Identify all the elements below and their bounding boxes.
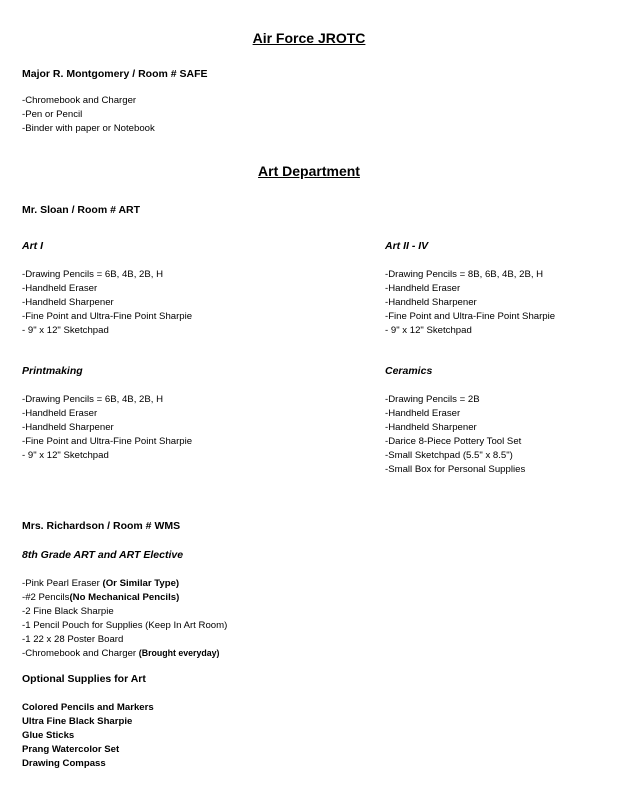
list-item: -Handheld Sharpener — [22, 296, 114, 308]
art2-title: Art II - IV — [385, 240, 429, 252]
ceramics-title: Ceramics — [385, 365, 433, 377]
list-item: -1 22 x 28 Poster Board — [22, 633, 124, 645]
list-item: Colored Pencils and Markers — [22, 702, 154, 713]
wms-supply-list — [22, 577, 227, 660]
list-item: -Handheld Eraser — [385, 407, 461, 419]
optional-supply-list — [22, 701, 154, 771]
list-item: -Chromebook and Charger — [22, 95, 137, 106]
list-item: -Pink Pearl Eraser (Or Similar Type) — [22, 578, 180, 589]
list-item: -Darice 8-Piece Pottery Tool Set — [385, 435, 522, 447]
list-item: -Handheld Eraser — [22, 407, 98, 419]
art1-title: Art I — [22, 240, 43, 252]
list-item: Prang Watercolor Set — [22, 743, 120, 755]
list-item: -Fine Point and Ultra-Fine Point Sharpie — [22, 435, 193, 447]
art-teacher: Mr. Sloan / Room # ART — [22, 204, 141, 216]
list-item: -Drawing Pencils = 6B, 4B, 2B, H — [22, 394, 164, 405]
list-item: -Handheld Sharpener — [22, 421, 114, 433]
list-item: -Drawing Pencils = 2B — [385, 394, 480, 405]
list-item: -Handheld Eraser — [22, 282, 98, 294]
printmaking-title: Printmaking — [22, 365, 83, 377]
printmaking-supply-list — [22, 393, 192, 463]
list-item: -Small Sketchpad (5.5" x 8.5") — [385, 449, 513, 461]
wms-subheading: 8th Grade ART and ART Elective — [22, 549, 184, 561]
art2-supply-list — [385, 268, 555, 338]
wms-teacher: Mrs. Richardson / Room # WMS — [22, 520, 181, 532]
jrotc-supply-list — [22, 94, 155, 136]
list-item: -Drawing Pencils = 6B, 4B, 2B, H — [22, 269, 164, 280]
list-item: -Drawing Pencils = 8B, 6B, 4B, 2B, H — [385, 269, 544, 280]
list-item: - 9" x 12" Sketchpad — [22, 449, 109, 461]
list-item: -Handheld Sharpener — [385, 421, 477, 433]
optional-heading: Optional Supplies for Art — [22, 673, 146, 685]
jrotc-heading: Air Force JROTC — [252, 30, 366, 46]
list-item: Drawing Compass — [22, 757, 106, 769]
list-item: -#2 Pencils(No Mechanical Pencils) — [22, 591, 180, 603]
list-item: -Small Box for Personal Supplies — [385, 463, 526, 475]
list-item: -Fine Point and Ultra-Fine Point Sharpie — [385, 310, 556, 322]
jrotc-teacher: Major R. Montgomery / Room # SAFE — [22, 68, 208, 80]
list-item: -Chromebook and Charger (Brought everyday) — [22, 647, 220, 659]
ceramics-supply-list — [385, 393, 525, 476]
list-item: Glue Sticks — [22, 729, 75, 741]
list-item: -2 Fine Black Sharpie — [22, 605, 114, 617]
list-item: -Fine Point and Ultra-Fine Point Sharpie — [22, 310, 193, 322]
list-item: -1 Pencil Pouch for Supplies (Keep In Art Room) — [22, 619, 228, 631]
list-item: Ultra Fine Black Sharpie — [22, 715, 133, 727]
list-item: -Handheld Eraser — [385, 282, 461, 294]
list-item: - 9" x 12" Sketchpad — [385, 324, 472, 336]
art1-supply-list — [22, 268, 192, 338]
list-item: -Pen or Pencil — [22, 108, 83, 120]
list-item: - 9" x 12" Sketchpad — [22, 324, 109, 336]
art-heading: Art Department — [258, 163, 360, 179]
list-item: -Handheld Sharpener — [385, 296, 477, 308]
list-item: -Binder with paper or Notebook — [22, 122, 155, 134]
